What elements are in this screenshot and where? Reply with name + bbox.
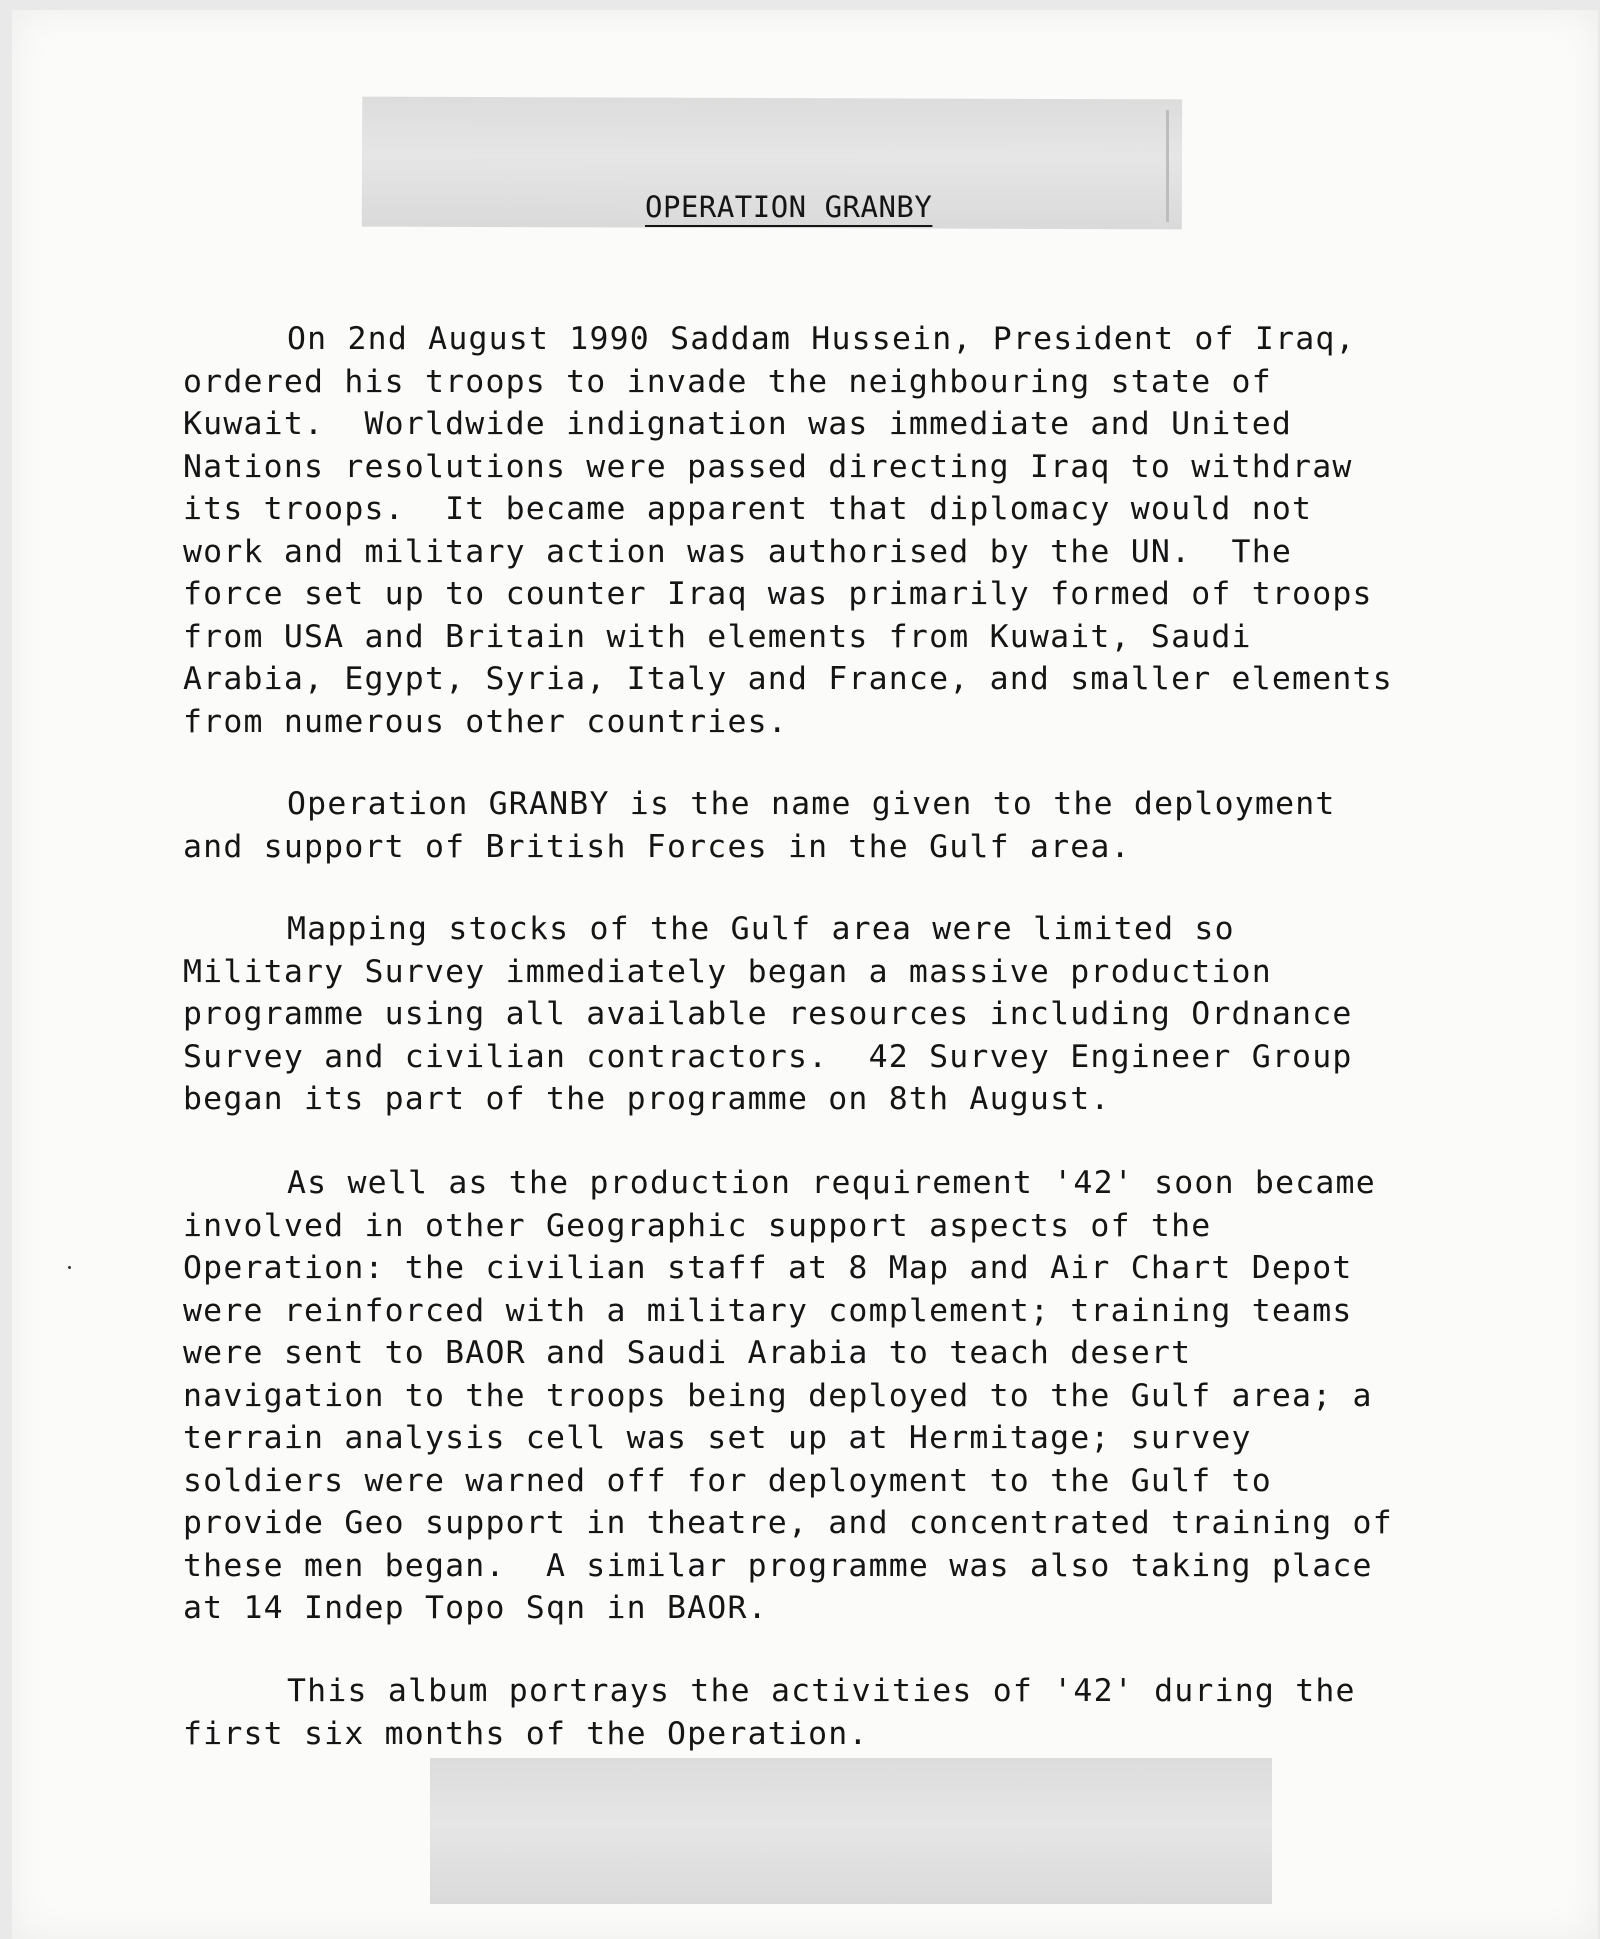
text-line: programme using all available resources including Ordnance [183,996,1353,1032]
text-line: Operation GRANBY is the name given to the deployment [287,786,1336,822]
text-line: began its part of the programme on 8th August. [183,1081,1111,1117]
text-line: Arabia, Egypt, Syria, Italy and France, and smaller elements [183,661,1393,697]
text-line: at 14 Indep Topo Sqn in BAOR. [183,1590,768,1626]
text-line: and support of British Forces in the Gulf area. [183,828,1131,865]
text-line: force set up to counter Iraq was primarily formed of troops [183,576,1373,612]
text-line: Kuwait. Worldwide indignation was immediate and United [183,406,1293,442]
text-line: As well as the production requirement '42' soon became [287,1165,1376,1201]
paragraph-album-summary [183,1670,1483,1755]
text-line: these men began. A similar programme was also taking place [183,1547,1373,1584]
text-line: Survey and civilian contractors. 42 Survey Engineer Group [183,1038,1353,1075]
text-line: first six months of the Operation. [183,1715,869,1752]
text-line: Mapping stocks of the Gulf area were limited so [287,911,1235,947]
text-line: were sent to BAOR and Saudi Arabia to teach desert [183,1335,1192,1371]
text-line: its troops. It became apparent that diplomacy would not [183,491,1313,527]
text-line: provide Geo support in theatre, and concentrated training of [183,1505,1393,1541]
paragraph-geographic-support [183,1162,1483,1630]
text-line: involved in other Geographic support aspects of the [183,1207,1212,1244]
text-line: On 2nd August 1990 Saddam Hussein, President of Iraq, [287,321,1356,357]
paragraph-granby-definition [183,783,1483,868]
text-line: from USA and Britain with elements from Kuwait, Saudi [183,618,1252,655]
text-line: navigation to the troops being deployed to the Gulf area; a [183,1377,1373,1414]
text-line: ordered his troops to invade the neighbouring state of [183,363,1272,400]
paragraph-invasion [183,318,1483,743]
text-line: Nations resolutions were passed directing Iraq to withdraw [183,448,1353,485]
text-line: This album portrays the activities of '42' during the [287,1673,1356,1709]
text-line: Military Survey immediately began a massive production [183,953,1272,990]
paragraph-mapping-stocks [183,908,1483,1121]
text-line: from numerous other countries. [183,703,788,740]
text-line: Operation: the civilian staff at 8 Map and Air Chart Depot [183,1250,1353,1286]
document-title: OPERATION GRANBY [645,190,933,224]
text-line: soldiers were warned off for deployment to the Gulf to [183,1462,1272,1499]
text-line: were reinforced with a military complement; training teams [183,1292,1353,1329]
text-line: terrain analysis cell was set up at Hermitage; survey [183,1420,1252,1456]
text-line: work and military action was authorised by the UN. The [183,533,1293,570]
